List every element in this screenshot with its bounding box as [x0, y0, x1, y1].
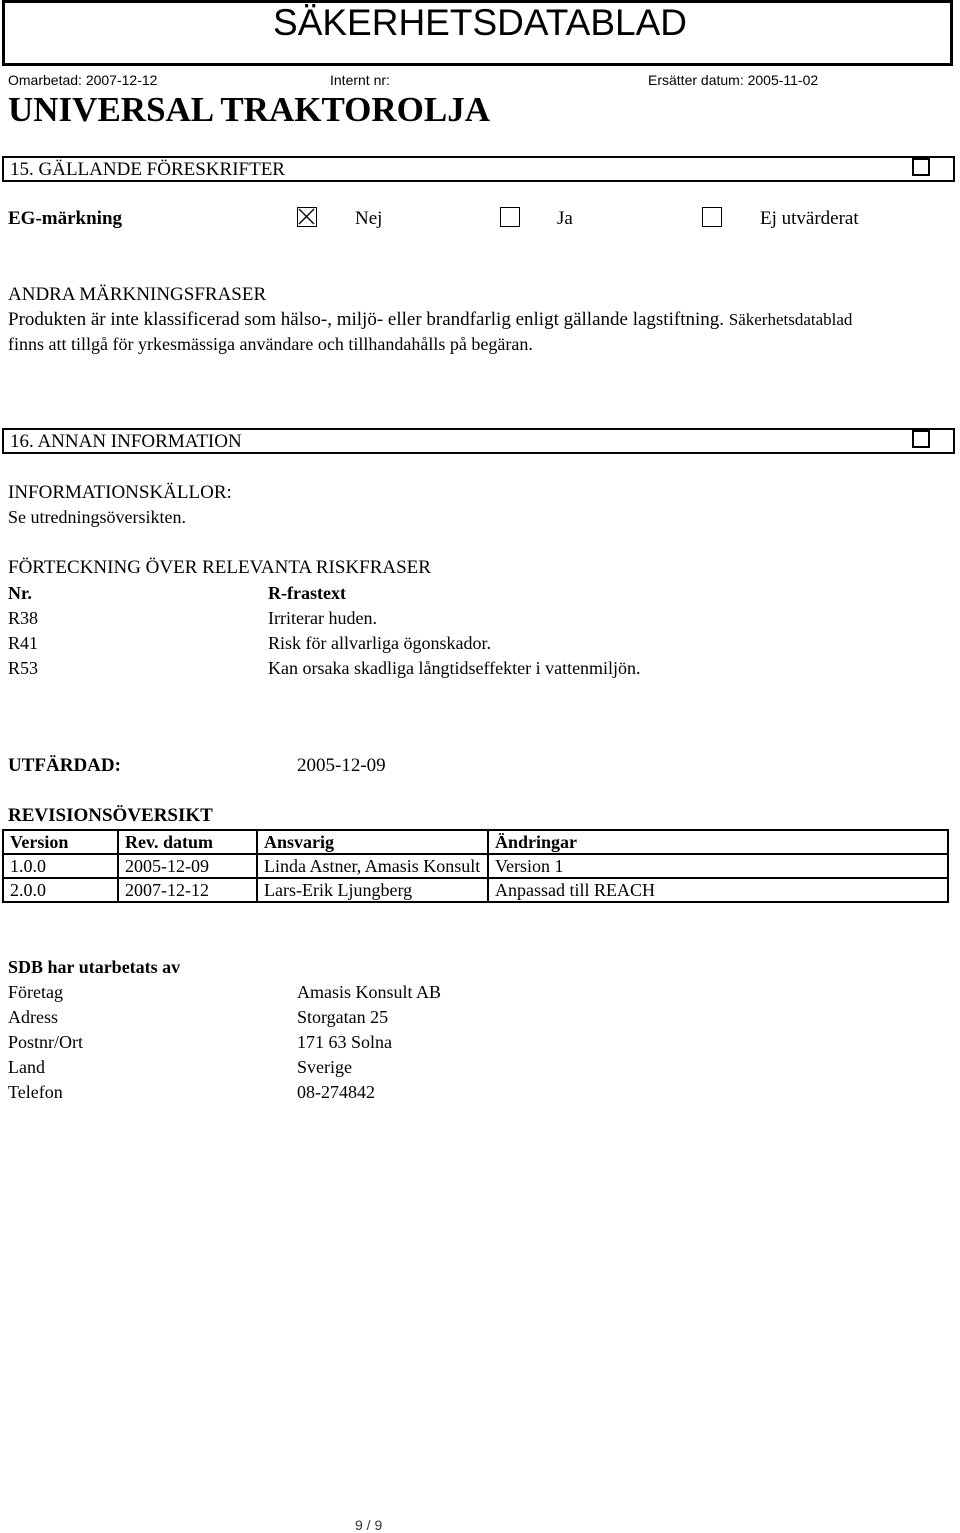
phrase-nr: R38 [8, 608, 39, 628]
table-row [3, 878, 948, 902]
table-cell: 1.0.0 [3, 854, 118, 878]
page-number: 9 / 9 [355, 1517, 383, 1533]
header-cell: Ansvarig [257, 830, 488, 854]
header-cell: Version [3, 830, 118, 854]
section-checkbox[interactable] [912, 430, 930, 448]
prepared-value: Storgatan 25 [297, 1007, 389, 1027]
prepared-value: 08-274842 [297, 1082, 375, 1102]
eg-label: EG-märkning [8, 208, 123, 229]
phrase-nr: R41 [8, 633, 39, 653]
phrase-text: Risk för allvarliga ögonskador. [268, 633, 491, 653]
issued-label: UTFÄRDAD: [8, 755, 121, 776]
header-cell: Rev. datum [118, 830, 257, 854]
table-cell: Lars-Erik Ljungberg [257, 878, 488, 902]
table-cell: Linda Astner, Amasis Konsult [257, 854, 488, 878]
section-15-bar [2, 156, 955, 182]
section-checkbox[interactable] [912, 158, 930, 176]
phrase-text: Irriterar huden. [268, 608, 377, 628]
prepared-value: 171 63 Solna [297, 1032, 393, 1052]
option-ja-label: Ja [557, 208, 573, 229]
classification-text: Produkten är inte klassificerad som hälso-, miljö- eller brandfarlig enligt gällande lagstiftning. Säkerhetsdatablad [8, 309, 853, 330]
revised-date: Omarbetad: 2007-12-12 [8, 72, 158, 88]
sources-text: Se utredningsöversikten. [8, 507, 186, 527]
col-nr: Nr. [8, 583, 32, 603]
prepared-label: Land [8, 1057, 45, 1077]
check-x-icon [298, 208, 315, 225]
table-cell: Version 1 [488, 854, 948, 878]
availability-text: finns att tillgå för yrkesmässiga användare och tillhandahålls på begäran. [8, 334, 533, 354]
table-row [3, 854, 948, 878]
table-header-row [3, 830, 948, 854]
revision-table [2, 829, 949, 903]
checkbox-ej-utvarderat[interactable] [702, 207, 722, 227]
section-15-heading: 15. GÄLLANDE FÖRESKRIFTER [10, 159, 285, 180]
table-cell: Anpassad till REACH [488, 878, 948, 902]
internal-number: Internt nr: [330, 72, 390, 88]
section-16-heading: 16. ANNAN INFORMATION [10, 431, 242, 452]
table-cell: 2005-12-09 [118, 854, 257, 878]
phrase-nr: R53 [8, 658, 39, 678]
prepared-label: Postnr/Ort [8, 1032, 84, 1052]
risk-heading: FÖRTECKNING ÖVER RELEVANTA RISKFRASER [8, 557, 431, 578]
product-name: UNIVERSAL TRAKTOROLJA [8, 90, 491, 129]
other-phrases-heading: ANDRA MÄRKNINGSFRASER [8, 284, 267, 305]
prepared-heading: SDB har utarbetats av [8, 957, 181, 977]
option-ej-label: Ej utvärderat [760, 208, 859, 229]
section-16-bar [2, 428, 955, 454]
col-text: R-frastext [268, 583, 346, 603]
document-title: SÄKERHETSDATABLAD [273, 2, 687, 43]
prepared-value: Sverige [297, 1057, 352, 1077]
prepared-label: Telefon [8, 1082, 63, 1102]
sources-heading: INFORMATIONSKÄLLOR: [8, 482, 232, 503]
revision-heading: REVISIONSÖVERSIKT [8, 805, 213, 826]
option-nej-label: Nej [355, 208, 383, 229]
prepared-value: Amasis Konsult AB [297, 982, 442, 1002]
issued-date: 2005-12-09 [297, 755, 386, 776]
table-cell: 2.0.0 [3, 878, 118, 902]
table-cell: 2007-12-12 [118, 878, 257, 902]
prepared-label: Adress [8, 1007, 58, 1027]
checkbox-ja[interactable] [500, 207, 520, 227]
phrase-text: Kan orsaka skadliga långtidseffekter i vattenmiljön. [268, 658, 641, 678]
prepared-label: Företag [8, 982, 63, 1002]
header-cell: Ändringar [488, 830, 948, 854]
checkbox-nej[interactable] [297, 207, 317, 227]
replaces-date: Ersätter datum: 2005-11-02 [648, 72, 819, 88]
